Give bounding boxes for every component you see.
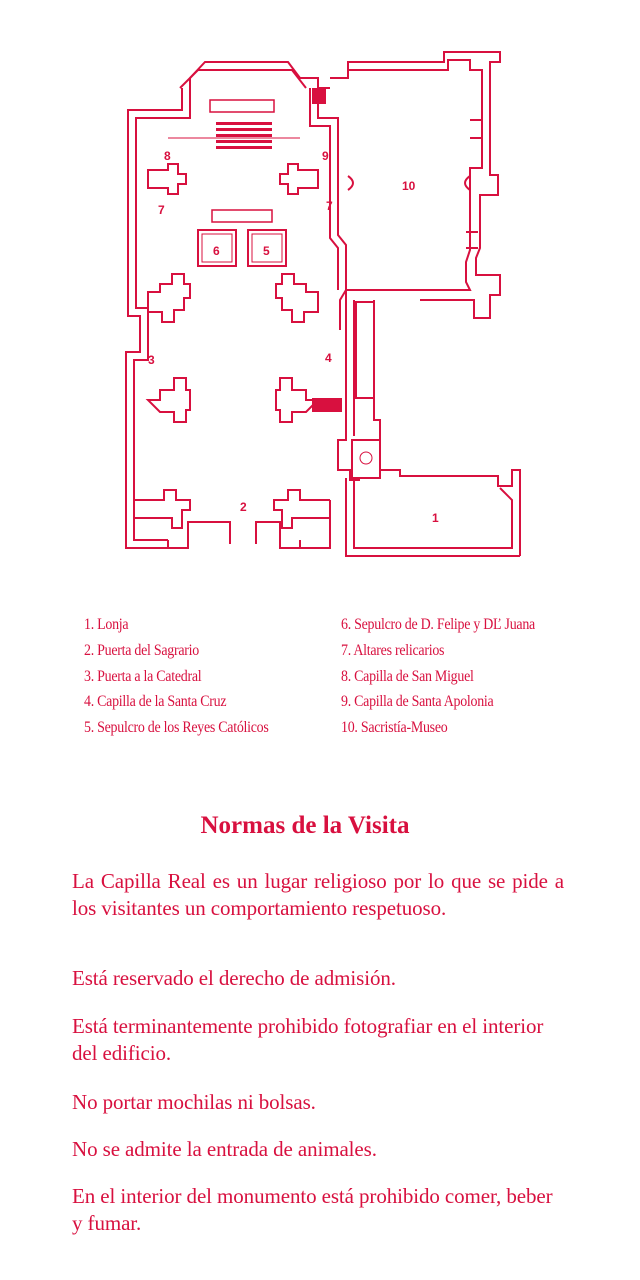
plan-stair-block (312, 398, 342, 412)
plan-label-8: 8 (164, 149, 171, 163)
legend-item-9: 9. Capilla de Santa Apolonia (341, 693, 494, 711)
legend-left-column (84, 612, 269, 741)
rule-no-eating-drinking-smoking: En el interior del monumento está prohibido comer, beber y fumar. (72, 1184, 553, 1235)
plan-label-1: 1 (432, 511, 439, 525)
plan-label-4: 4 (325, 351, 332, 365)
legend-item-7: 7. Altares relicarios (341, 641, 445, 659)
legend-item-8: 8. Capilla de San Miguel (341, 667, 474, 685)
rule-admission-reserved: Está reservado el derecho de admisión. (72, 966, 396, 990)
rule-no-photography: Está terminantemente prohibido fotografiar en el interior del edificio. (72, 1014, 544, 1065)
plan-label-7-left: 7 (158, 203, 165, 217)
plan-label-3: 3 (148, 353, 155, 367)
plan-label-5: 5 (263, 244, 270, 258)
plan-label-7-right: 7 (326, 199, 333, 213)
legend-item-5: 5. Sepulcro de los Reyes Católicos (84, 719, 269, 737)
plan-altar-steps (216, 122, 272, 149)
plan-label-9: 9 (322, 149, 329, 163)
legend-item-2: 2. Puerta del Sagrario (84, 641, 199, 659)
plan-label-6: 6 (213, 244, 220, 258)
legend-item-4: 4. Capilla de la Santa Cruz (84, 693, 227, 711)
plan-stair-top (312, 88, 326, 104)
legend-item-6: 6. Sepulcro de D. Felipe y DĽ Juana (341, 616, 535, 633)
plan-stair-corridor (338, 290, 380, 480)
rules-title: Normas de la Visita (200, 812, 410, 839)
legend-item-3: 3. Puerta a la Catedral (84, 667, 202, 685)
legend-right-column (341, 612, 535, 741)
floor-plan (0, 0, 640, 580)
rule-respectful-behavior: La Capilla Real es un lugar religioso por lo que se pide a los visitantes un comportamiento respetuoso. (72, 869, 564, 920)
legend-item-1: 1. Lonja (84, 616, 129, 633)
plan-label-10: 10 (402, 179, 416, 193)
rule-no-backpacks: No portar mochilas ni bolsas. (72, 1090, 316, 1114)
legend-item-10: 10. Sacristía-Museo (341, 719, 448, 737)
rule-no-animals: No se admite la entrada de animales. (72, 1137, 377, 1161)
plan-label-2: 2 (240, 500, 247, 514)
